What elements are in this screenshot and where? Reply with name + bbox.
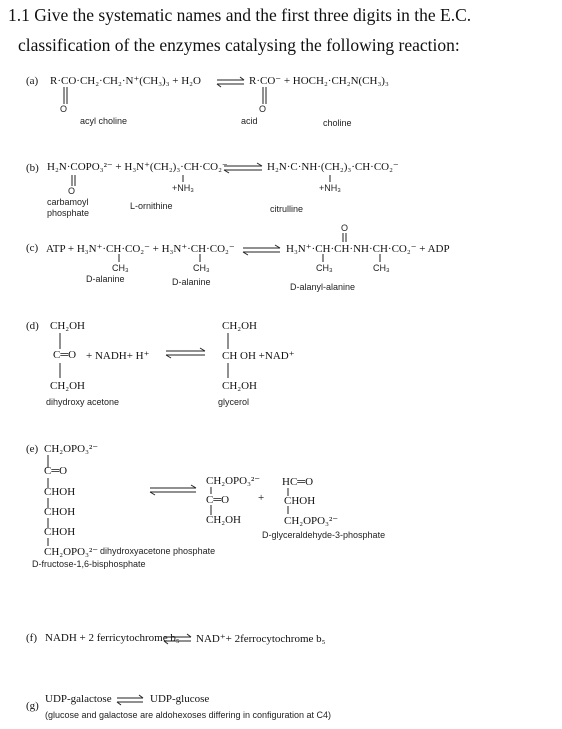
equilibrium-arrow-d xyxy=(166,348,205,358)
reaction-b-o: O xyxy=(68,186,76,196)
reaction-d-name-dihydroxyacetone: dihydroxy acetone xyxy=(46,397,120,407)
reaction-b-name-citrulline: citrulline xyxy=(270,204,304,214)
reaction-a-products: R·CO⁻ + HOCH₂·CH₂N(CH₃)₃ xyxy=(249,75,389,87)
reaction-g-reactant: UDP-galactose xyxy=(45,693,112,705)
question-line-1: 1.1 Give the systematic names and the first three digits in the E.C. xyxy=(8,5,472,25)
reaction-d-plus-nadh: + NADH+ H⁺ xyxy=(86,350,150,362)
reaction-b-nh3-left: +NH₃ xyxy=(172,183,194,193)
reaction-c-ch3-1: CH₃ xyxy=(112,263,129,273)
reaction-f-products: NAD⁺+ 2ferrocytochrome b₅ xyxy=(196,633,326,645)
reaction-c-name-d-alanine-2: D-alanine xyxy=(172,277,211,287)
reaction-a-name-acylcholine: acyl choline xyxy=(80,116,128,126)
reaction-d-label: (d) xyxy=(26,320,39,332)
reaction-c-label: (c) xyxy=(26,242,39,254)
reaction-e-label: (e) xyxy=(26,443,39,455)
reaction-e-name-fructose-bisphosphate: D-fructose-1,6-bisphosphate xyxy=(32,559,146,569)
reaction-c-ch3-2: CH₃ xyxy=(193,263,210,273)
reaction-e-ch2opo3-bottom: CH₂OPO₃²⁻ xyxy=(44,546,99,558)
reaction-e-product-ch2opo3: CH₂OPO₃²⁻ xyxy=(206,475,261,487)
reaction-e-plus: + xyxy=(258,492,265,504)
reaction-c-name-d-alanine-1: D-alanine xyxy=(86,274,125,284)
reaction-c-ch3-3: CH₃ xyxy=(316,263,333,273)
reaction-a-name-acid: acid xyxy=(241,116,258,126)
equilibrium-arrow-g xyxy=(117,695,143,705)
reaction-e-ch2opo3-top: CH₂OPO₃²⁻ xyxy=(44,443,99,455)
reaction-e-choh-3: CHOH xyxy=(44,526,76,538)
equilibrium-arrow-e xyxy=(150,485,196,495)
reaction-d-ch2oh-bottom-right: CH₂OH xyxy=(222,380,258,392)
reaction-a-name-choline: choline xyxy=(323,118,352,128)
reaction-g-label: (g) xyxy=(26,700,39,712)
reaction-d-ch2oh-top-right: CH₂OH xyxy=(222,320,258,332)
reaction-c-name-dipeptide: D-alanyl-alanine xyxy=(290,282,356,292)
reaction-b-nh3-right: +NH₃ xyxy=(319,183,341,193)
equilibrium-arrow-a xyxy=(217,77,244,87)
reaction-c-ch3-4: CH₃ xyxy=(373,263,390,273)
reaction-c-o: O xyxy=(341,223,349,233)
reaction-b-name-ornithine: L-ornithine xyxy=(130,201,173,211)
reaction-a-reactants: R·CO·CH₂·CH₂·N⁺(CH₃)₃ + H₂O xyxy=(50,75,201,87)
reaction-e-name-g3p: D-glyceraldehyde-3-phosphate xyxy=(262,530,386,540)
reaction-d-choh-nad: CH OH +NAD⁺ xyxy=(222,350,295,362)
reaction-d-ch2oh-bottom-left: CH₂OH xyxy=(50,380,86,392)
reaction-e-product-hco: HC═O xyxy=(282,476,314,488)
reaction-e-choh-1: CHOH xyxy=(44,486,76,498)
reaction-f-label: (f) xyxy=(26,632,37,644)
reaction-e-product-ch2oh: CH₂OH xyxy=(206,514,242,526)
reaction-d-name-glycerol: glycerol xyxy=(218,397,250,407)
reaction-e-product-ch2opo3: CH₂OPO₃²⁻ xyxy=(284,515,339,527)
equilibrium-arrow-c xyxy=(243,245,280,255)
reaction-b-reactants: H₂N·COPO₃²⁻ + H₃N⁺(CH₂)₃·CH·CO₂⁻ xyxy=(47,161,228,173)
reaction-e-co: C═O xyxy=(44,465,68,477)
reaction-c-reactants: ATP + H₃N⁺·CH·CO₂⁻ + H₃N⁺·CH·CO₂⁻ xyxy=(46,243,235,255)
reaction-c-products: H₃N⁺·CH·CH·NH·CH·CO₂⁻ + ADP xyxy=(286,243,450,255)
reaction-d-ch2oh-top-left: CH₂OH xyxy=(50,320,86,332)
reaction-e-name-dhap: dihydroxyacetone phosphate xyxy=(100,546,216,556)
reaction-g-product: UDP-glucose xyxy=(150,693,210,705)
reaction-b-name-carbamoyl: carbamoyl xyxy=(47,197,89,207)
reaction-b-products: H₂N·C·NH·(CH₂)₃·CH·CO₂⁻ xyxy=(267,161,399,173)
reaction-a-o-right: O xyxy=(259,104,267,114)
reaction-a-label: (a) xyxy=(26,75,39,87)
reaction-d-co: C═O xyxy=(53,349,77,361)
reaction-e-product-choh: CHOH xyxy=(284,495,316,507)
reaction-e-choh-2: CHOH xyxy=(44,506,76,518)
reaction-b-name-phosphate: phosphate xyxy=(47,208,90,218)
reaction-f-reactants: NADH + 2 ferricytochrome b₅ xyxy=(45,632,180,644)
equilibrium-arrow-b xyxy=(224,163,262,173)
reaction-g-note: (glucose and galactose are aldohexoses differing in configuration at C4) xyxy=(45,710,332,720)
reaction-a-o-left: O xyxy=(60,104,68,114)
question-line-2: classification of the enzymes catalysing the following reaction: xyxy=(18,35,460,55)
reaction-b-label: (b) xyxy=(26,162,39,174)
reaction-e-product-co: C═O xyxy=(206,494,230,506)
